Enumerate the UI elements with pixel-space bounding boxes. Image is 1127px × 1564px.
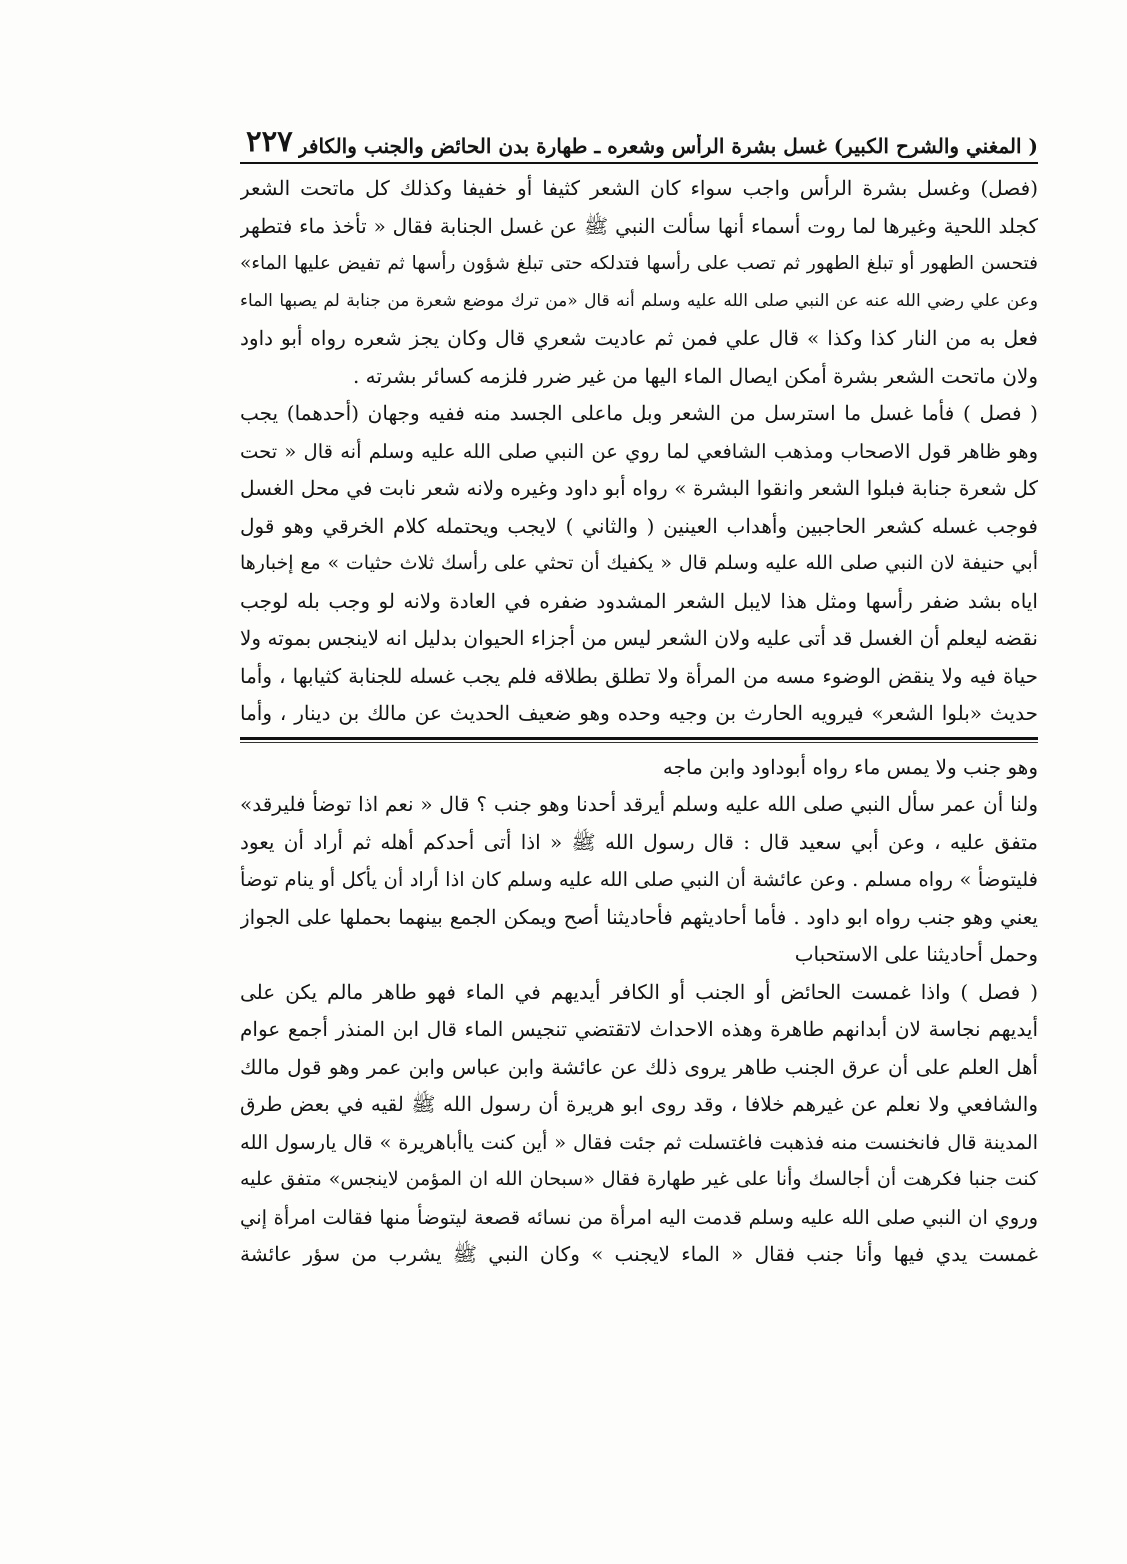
- header-rule: [240, 162, 1038, 164]
- text-line: وعن علي رضي الله عنه عن النبي صلى الله عليه وسلم أنه قال «من ترك موضع شعرة من جنابة لم يصبها الماء: [240, 290, 1038, 311]
- text-line: ولنا أن عمر سأل النبي صلى الله عليه وسلم أيرقد أحدنا وهو جنب ؟ قال « نعم اذا توضأ فليرقد»: [240, 792, 1038, 816]
- text-line: وحمل أحاديثنا على الاستحباب: [794, 942, 1038, 966]
- text-line: غمست يدي فيها وأنا جنب فقال « الماء لايجنب » وكان النبي ﷺ يشرب من سؤر عائشة: [240, 1242, 1038, 1266]
- text-line: يعني وهو جنب رواه ابو داود . فأما أحاديثهم فأحاديثنا أصح ويمكن الجمع بينهما بحملها على الجواز: [240, 904, 1038, 929]
- text-line: ولان ماتحت الشعر بشرة أمكن ايصال الماء اليها من غير ضرر فلزمه كسائر بشرته .: [352, 363, 1038, 388]
- text-line: والشافعي ولا نعلم عن غيرهم خلافا ، وقد روى ابو هريرة أن رسول الله ﷺ لقيه في بعض طرق: [240, 1092, 1038, 1116]
- section-divider-thick: [240, 737, 1038, 740]
- text-line: ( فصل ) واذا غمست الحائض أو الجنب أو الكافر أيديهم في الماء فهو طاهر مالم يكن على: [240, 979, 1038, 1004]
- text-line: ( فصل ) فأما غسل ما استرسل من الشعر وبل ماعلى الجسد منه ففيه وجهان (أحدهما) يجب: [240, 401, 1038, 425]
- text-line: كنت جنبا فكرهت أن أجالسك وأنا على غير طهارة فقال «سبحان الله ان المؤمن لاينجس» متفق عليه: [240, 1168, 1038, 1190]
- text-line: نقضه ليعلم أن الغسل قد أتى عليه ولان الشعر ليس من أجزاء الحيوان بدليل انه لاينجس بموته ولا: [240, 626, 1038, 650]
- text-line: فتحسن الطهور أو تبلغ الطهور ثم تصب على رأسها فتدلكه حتى تبلغ شؤون رأسها ثم تفيض عليها الماء»: [240, 253, 1038, 274]
- text-line: حديث «بلوا الشعر» فيرويه الحارث بن وجيه وحده وهو ضعيف الحديث عن مالك بن دينار ، وأما: [240, 701, 1038, 725]
- text-line: كل شعرة جنابة فبلوا الشعر وانقوا البشرة » رواه أبو داود وغيره ولانه شعر نابت في محل الغسل: [240, 476, 1038, 500]
- text-line: اياه بشد ضفر رأسها ومثل هذا لايبل الشعر المشدود ضفره في العادة ولانه لو وجب بله لوجب: [240, 588, 1038, 613]
- text-line: (فصل) وغسل بشرة الرأس واجب سواء كان الشعر كثيفا أو خفيفا وكذلك كل ماتحت الشعر: [240, 176, 1038, 200]
- text-line: وهو جنب ولا يمس ماء رواه أبوداود وابن ماجه: [662, 754, 1038, 779]
- text-line: متفق عليه ، وعن أبي سعيد قال : قال رسول الله ﷺ « اذا أتى أحدكم أهله ثم أراد أن يعود: [240, 829, 1038, 854]
- page-number: ٢٢٧: [246, 124, 293, 158]
- text-line: فليتوضأ » رواه مسلم . وعن عائشة أن النبي صلى الله عليه وسلم كان اذا أراد أن يأكل أو ينام توضأ: [240, 868, 1038, 891]
- text-line: كجلد اللحية وغيرها لما روت أسماء أنها سألت النبي ﷺ عن غسل الجنابة فقال « تأخذ ماء فتطهر: [240, 213, 1038, 238]
- text-line: حياة فيه ولا ينقض الوضوء مسه من المرأة ولا تطلق بطلاقه فلم يجب غسله للجنابة كثيابها ، وأما: [240, 663, 1038, 688]
- section-divider-thin: [240, 742, 1038, 743]
- lower-text-block: [240, 749, 1038, 1274]
- main-text-block: [240, 170, 1038, 733]
- text-line: وروي ان النبي صلى الله عليه وسلم قدمت اليه امرأة من نسائه قصعة ليتوضأ منها فقالت امرأة إني: [240, 1205, 1038, 1229]
- text-line: أهل العلم على أن عرق الجنب طاهر يروى ذلك عن عائشة وابن عباس وابن عمر وهو قول مالك: [240, 1054, 1038, 1079]
- text-line: أبي حنيفة لان النبي صلى الله عليه وسلم قال « يكفيك أن تحثي على رأسك ثلاث حثيات » مع إخبارها: [240, 552, 1038, 574]
- text-line: المدينة قال فانخنست منه فذهبت فاغتسلت ثم جئت فقال « أين كنت ياأباهريرة » قال يارسول الله: [240, 1130, 1038, 1154]
- text-line: أيديهم نجاسة لان أبدانهم طاهرة وهذه الاحداث لاتقتضي تنجيس الماء قال ابن المنذر أجمع عوام: [240, 1017, 1038, 1041]
- text-line: فعل به من النار كذا وكذا » قال علي فمن ثم عاديت شعري قال وكان يجز شعره رواه أبو داود: [240, 326, 1038, 350]
- running-header: [240, 110, 1038, 158]
- text-line: وهو ظاهر قول الاصحاب ومذهب الشافعي لما روي عن النبي صلى الله عليه وسلم أنه قال « تحت: [240, 439, 1038, 463]
- text-line: فوجب غسله كشعر الحاجبين وأهداب العينين ( والثاني ) لايجب ويحتمله كلام الخرقي وهو قول: [240, 513, 1038, 538]
- book-page: [240, 110, 1038, 1490]
- header-title: ( المغني والشرح الكبير) غسل بشرة الرأس وشعره ـ طهارة بدن الحائض والجنب والكافر: [297, 134, 1038, 158]
